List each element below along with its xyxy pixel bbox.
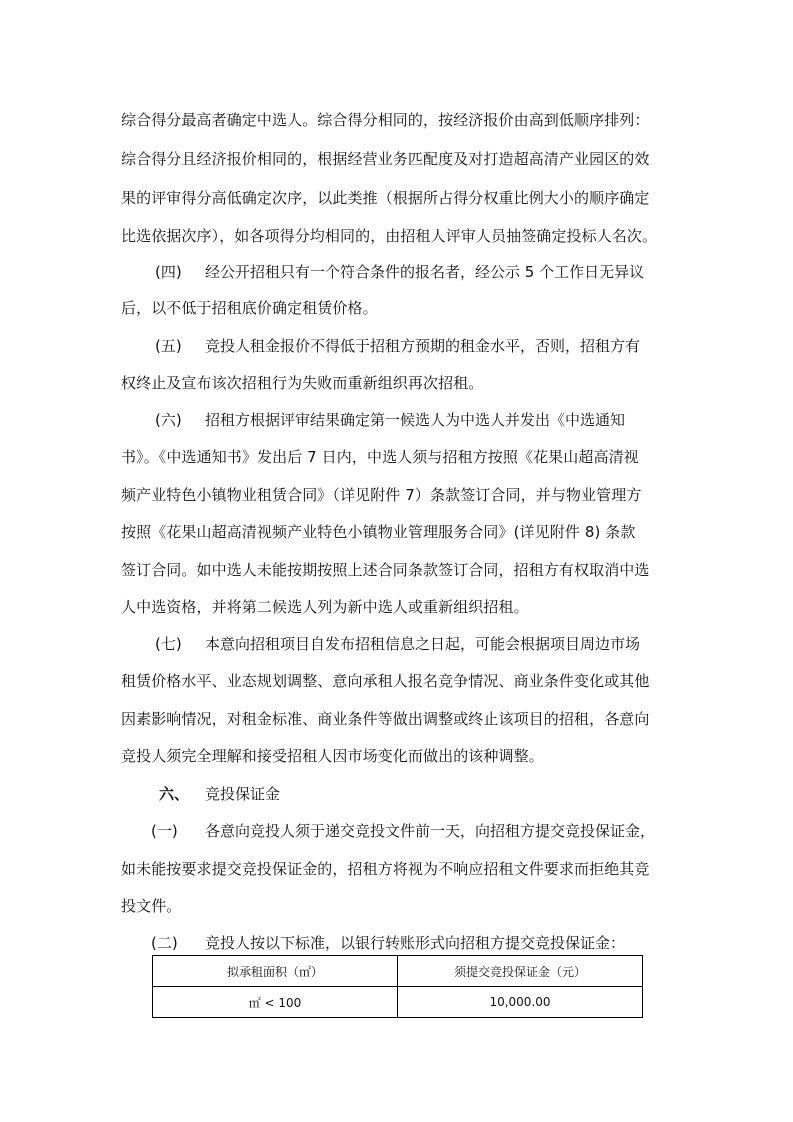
item-text: 各意向竞投人须于递交竞投文件前一天，向招租方提交竞投保证金， bbox=[205, 822, 656, 840]
paragraph-line: 比选依据次序），如各项得分均相同的，由招租人评审人员抽签确定投标人名次。 bbox=[121, 227, 658, 245]
paragraph-line: 书》。《中选通知书》发出后 7 日内，中选人须与招租方按照《花果山超高清视 bbox=[121, 448, 639, 466]
item-number: (四) bbox=[155, 263, 182, 281]
paragraph-line: 签订合同。如中选人未能按期按照上述合同条款签订合同，招租方有权取消中选 bbox=[121, 561, 650, 579]
table-cell-deposit: 10,000.00 bbox=[398, 987, 643, 1018]
item-number: (五) bbox=[155, 337, 182, 355]
deposit-table bbox=[152, 955, 643, 1018]
item-number: (二) bbox=[151, 934, 178, 952]
section-title: 竞投保证金 bbox=[205, 785, 281, 803]
paragraph-line: 果的评审得分高低确定次序，以此类推（根据所占得分权重比例大小的顺序确定 bbox=[121, 189, 650, 207]
table-cell-area: ㎡ < 100 bbox=[153, 987, 398, 1018]
item-text: 经公开招租只有一个符合条件的报名者，经公示 5 个工作日无异议 bbox=[205, 263, 645, 281]
item-text: 招租方根据评审结果确定第一候选人为中选人并发出《中选通知 bbox=[205, 411, 626, 429]
item-number: (一) bbox=[151, 822, 178, 840]
paragraph-line: 后，以不低于招租底价确定租赁价格。 bbox=[121, 299, 378, 317]
section-number: 六、 bbox=[159, 785, 190, 803]
item-number: (七) bbox=[155, 635, 182, 653]
paragraph-line: 综合得分且经济报价相同的，根据经营业务匹配度及对打造超高清产业园区的效 bbox=[121, 150, 650, 168]
table-header-row bbox=[153, 956, 643, 987]
paragraph-line: 权终止及宣布该次招租行为失败而重新组织再次招租。 bbox=[121, 374, 484, 392]
table-header-deposit: 须提交竞投保证金（元） bbox=[398, 956, 643, 987]
item-text: 本意向招租项目自发布招租信息之日起，可能会根据项目周边市场 bbox=[205, 635, 641, 653]
paragraph-line: 如未能按要求提交竞投保证金的，招租方将视为不响应招租文件要求而拒绝其竞 bbox=[121, 860, 650, 878]
item-number: (六) bbox=[155, 411, 182, 429]
paragraph-line: 竞投人须完全理解和接受招租人因市场变化而做出的该种调整。 bbox=[121, 747, 544, 765]
paragraph-line: 人中选资格，并将第二候选人列为新中选人或重新组织招租。 bbox=[121, 598, 529, 616]
item-text: 竞投人租金报价不得低于招租方预期的租金水平，否则，招租方有 bbox=[205, 337, 641, 355]
table-row bbox=[153, 987, 643, 1018]
paragraph-line: 租赁价格水平、业态规划调整、意向承租人报名竞争情况、商业条件变化或其他 bbox=[121, 672, 650, 690]
item-text: 竞投人按以下标准，以银行转账形式向招租方提交竞投保证金： bbox=[205, 934, 626, 952]
paragraph-line: 因素影响情况，对租金标准、商业条件等做出调整或终止该项目的招租，各意向 bbox=[121, 710, 650, 728]
table-header-area: 拟承租面积（㎡） bbox=[153, 956, 398, 987]
paragraph-line: 投文件。 bbox=[121, 897, 182, 915]
paragraph-line: 综合得分最高者确定中选人。综合得分相同的，按经济报价由高到低顺序排列： bbox=[121, 111, 650, 129]
paragraph-line: 频产业特色小镇物业租赁合同》（详见附件 7）条款签订合同，并与物业管理方 bbox=[121, 486, 642, 504]
paragraph-line: 按照《花果山超高清视频产业特色小镇物业管理服务合同》(详见附件 8) 条款 bbox=[121, 523, 636, 541]
